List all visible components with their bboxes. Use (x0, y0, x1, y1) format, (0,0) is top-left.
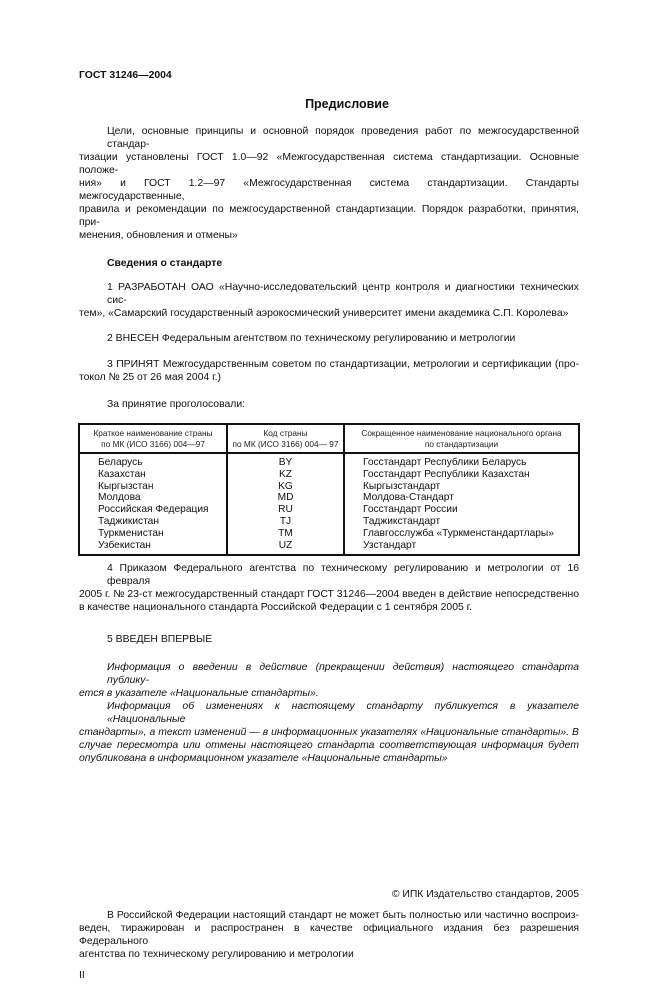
table-cell: Молдова-Стандарт (363, 492, 454, 504)
table-cell: Казахстан (98, 468, 146, 480)
table-cell: Госстандарт России (363, 504, 458, 516)
intro-line: Цели, основные принципы и основной порядок проведения работ по межгосударственной стандар- (107, 126, 579, 150)
rights-line: веден, тиражирован и распространен в качестве официального издания без разрешения Федерального (79, 923, 579, 948)
intro-line: менения, обновления и отмены» (79, 230, 238, 241)
item4-line: в качестве национального стандарта Российской Федерации с 1 сентября 2005 г. (79, 602, 473, 614)
notice-block (79, 661, 579, 765)
table-cell: Кыргызстан (98, 480, 154, 492)
item1-line: тем», «Самарский государственный аэрокосмический университет имени академика С.П. Королева» (79, 308, 569, 319)
table-cell: Российская Федерация (98, 504, 209, 516)
table-cell: MD (277, 492, 294, 504)
table-cell: Таджикистан (98, 515, 159, 527)
info-heading: Сведения о стандарте (107, 258, 223, 269)
notice-line: стандарты», а текст изменений — в информационных указателях «Национальные стандарты». В (79, 727, 579, 739)
table-cell: UZ (278, 539, 293, 551)
table-cell: Главгосслужба «Туркменстандартлары» (363, 527, 554, 539)
table-cell: Госстандарт Республики Беларусь (363, 457, 527, 468)
table-header-row (79, 424, 579, 453)
item4-paragraph (79, 562, 579, 614)
item2: 2 ВНЕСЕН Федеральным агентством по техническому регулированию и метрологии (107, 333, 516, 344)
page-title: Предисловие (305, 97, 389, 111)
table-cell: Беларусь (98, 457, 143, 468)
notice-line: случае пересмотра или отмены настоящего стандарта соответствующая информация будет (79, 740, 579, 752)
document-header: ГОСТ 31246—2004 (79, 70, 172, 81)
table-cell: RU (278, 504, 293, 516)
intro-line: ния» и ГОСТ 1.2—97 «Межгосударственная система стандартизации. Стандарты межгосударственные, (79, 178, 579, 202)
table-cell: Таджикстандарт (363, 515, 441, 527)
item3-paragraph (79, 358, 579, 384)
header-code: Код страны по МК (ИСО 3166) 004— 97 (227, 424, 344, 453)
intro-line: тизации установлены ГОСТ 1.0—92 «Межгосударственная система стандартизации. Основные положе- (79, 152, 579, 176)
table-cell: Молдова (98, 492, 141, 504)
item4-line: 4 Приказом Федерального агентства по техническому регулированию и метрологии от 16 февраля (107, 563, 579, 588)
notice-line: Информация об изменениях к настоящему стандарту публикуется в указателе «Национальные (107, 701, 579, 726)
item3-line: токол № 25 от 26 мая 2004 г.) (79, 372, 222, 383)
document-body (79, 69, 579, 982)
header-country: Краткое наименование страны по МК (ИСО 3166) 004—97 (79, 424, 227, 453)
item3-line: 3 ПРИНЯТ Межгосударственным советом по стандартизации, метрологии и сертификации (про- (107, 359, 579, 370)
table-cell: Госстандарт Республики Казахстан (363, 468, 530, 480)
intro-line: правила и рекомендации по межгосударственной стандартизации. Порядок разработки, принятия, при- (79, 204, 579, 228)
code-column (227, 453, 344, 555)
rights-paragraph (79, 909, 579, 961)
page-number: II (79, 970, 85, 982)
intro-paragraph (79, 125, 579, 242)
voted-label: За принятие проголосовали: (107, 399, 246, 410)
header-body: Сокращенное наименование национального органа по стандартизации (344, 424, 579, 453)
table-cell: KG (278, 480, 293, 492)
rights-line: агентства по техническому регулированию и метрологии (79, 949, 354, 961)
country-column (79, 453, 227, 555)
table-cell: KZ (278, 468, 293, 480)
copyright: © ИПК Издательство стандартов, 2005 (391, 889, 579, 901)
table-cell: Узбекистан (98, 539, 151, 551)
table-cell: TM (278, 527, 293, 539)
voting-table (78, 423, 580, 556)
item4-line: 2005 г. № 23-ст межгосударственный стандарт ГОСТ 31246—2004 введен в действие непосредственно (79, 589, 579, 601)
table-cell: TJ (279, 515, 292, 527)
table-body (79, 453, 579, 555)
table-cell: Узстандарт (363, 539, 417, 551)
table-cell: Кыргызстандарт (363, 480, 441, 492)
notice-line: опубликована в информационном указателе «Национальные стандарты» (79, 753, 448, 765)
table-cell: BY (278, 457, 293, 468)
rights-line: В Российской Федерации настоящий стандарт не может быть полностью или частично воспроиз- (107, 910, 579, 922)
notice-line: ется в указателе «Национальные стандарты». (79, 688, 319, 700)
notice-line: Информация о введении в действие (прекращении действия) настоящего стандарта публику- (107, 662, 579, 687)
item1-line: 1 РАЗРАБОТАН ОАО «Научно-исследовательский центр контроля и диагностики технических сис- (107, 282, 579, 306)
item5: 5 ВВЕДЕН ВПЕРВЫЕ (107, 634, 213, 646)
body-column (344, 453, 579, 555)
table-cell: Туркменистан (98, 527, 164, 539)
item1-paragraph (79, 281, 579, 320)
